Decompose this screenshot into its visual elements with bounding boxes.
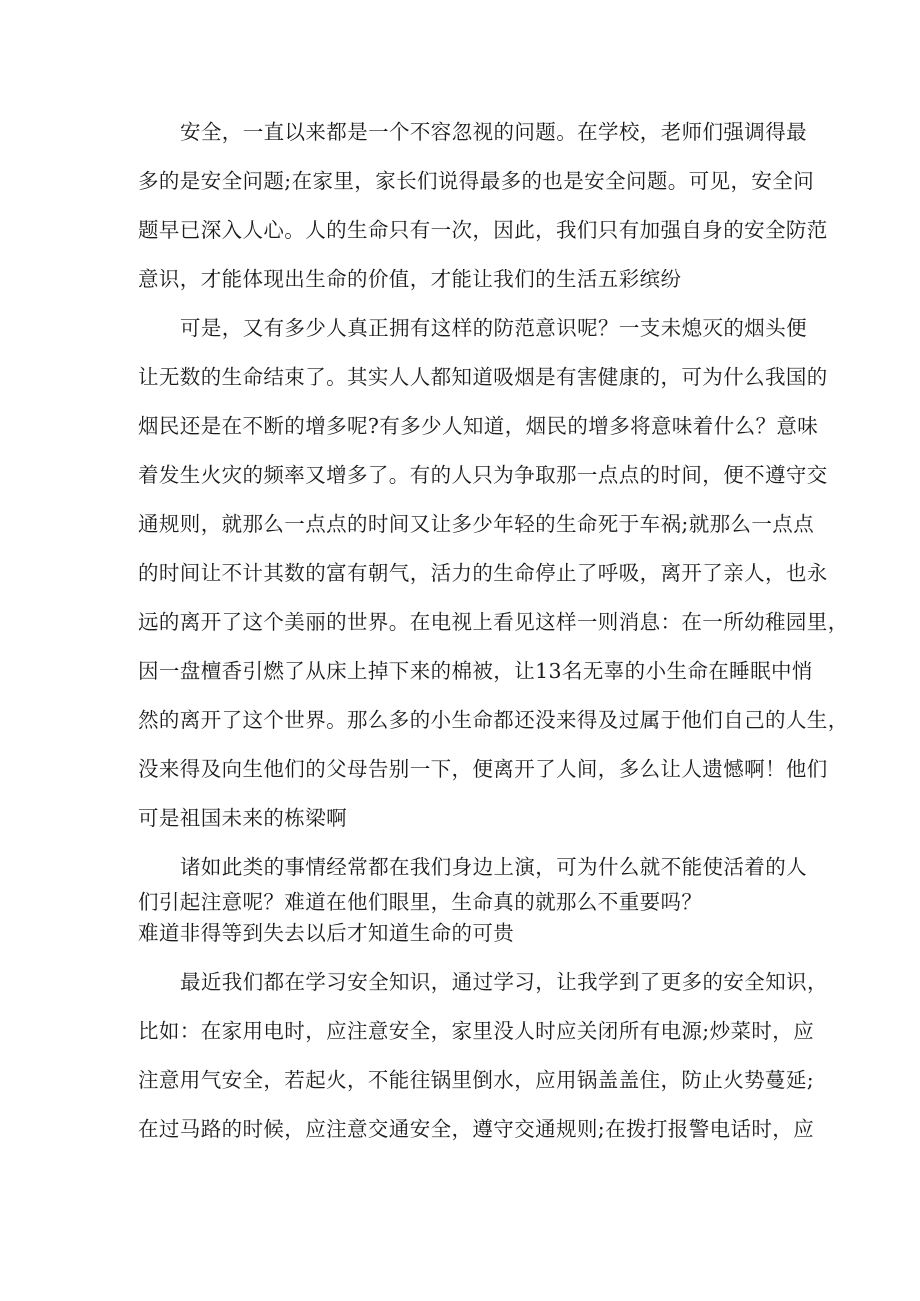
text-line: 远的离开了这个美丽的世界。在电视上看见这样一则消息：在一所幼稚园里，: [138, 610, 849, 634]
text-line: 可是，又有多少人真正拥有这样的防范意识呢？一支未熄灭的烟头便: [180, 316, 807, 340]
text-line: 可是祖国未来的栋梁啊: [138, 806, 347, 830]
text-line: 着发生火灾的频率又增多了。有的人只为争取那一点点的时间，便不遵守交: [138, 463, 828, 487]
text-line: 们引起注意呢？难道在他们眼里，生命真的就那么不重要吗？: [138, 890, 703, 914]
text-line: 最近我们都在学习安全知识，通过学习，让我学到了更多的安全知识，: [180, 970, 828, 994]
text-line: 注意用气安全，若起火，不能往锅里倒水，应用锅盖盖住，防止火势蔓延;: [138, 1068, 815, 1092]
text-line: 烟民还是在不断的增多呢?有多少人知道，烟民的增多将意味着什么？意味: [138, 414, 819, 438]
text-line: 的时间让不计其数的富有朝气，活力的生命停止了呼吸，离开了亲人，也永: [138, 561, 828, 585]
text-line: 难道非得等到失去以后才知道生命的可贵: [138, 921, 515, 945]
text-line: 意识，才能体现出生命的价值，才能让我们的生活五彩缤纷: [138, 267, 682, 291]
text-line: 通规则，就那么一点点的时间又让多少年轻的生命死于车祸;就那么一点点: [138, 512, 815, 536]
text-line: 让无数的生命结束了。其实人人都知道吸烟是有害健康的，可为什么我国的: [138, 365, 828, 389]
text-line: 诸如此类的事情经常都在我们身边上演，可为什么就不能使活着的人: [180, 855, 807, 879]
text-line: 在过马路的时候，应注意交通安全，遵守交通规则;在拨打报警电话时，应: [138, 1117, 815, 1141]
text-line: 题早已深入人心。人的生命只有一次，因此，我们只有加强自身的安全防范: [138, 218, 828, 242]
text-line: 多的是安全问题;在家里，家长们说得最多的也是安全问题。可见，安全问: [138, 169, 815, 193]
text-line: 因一盘檀香引燃了从床上掉下来的棉被，让13名无辜的小生命在睡眠中悄: [138, 659, 813, 683]
text-line: 安全，一直以来都是一个不容忽视的问题。在学校，老师们强调得最: [180, 120, 807, 144]
text-line: 没来得及向生他们的父母告别一下，便离开了人间，多么让人遗憾啊！他们: [138, 757, 828, 781]
text-line: 然的离开了这个世界。那么多的小生命都还没来得及过属于他们自己的人生，: [138, 708, 849, 732]
text-line: 比如：在家用电时，应注意安全，家里没人时应关闭所有电源;炒菜时，应: [138, 1019, 815, 1043]
